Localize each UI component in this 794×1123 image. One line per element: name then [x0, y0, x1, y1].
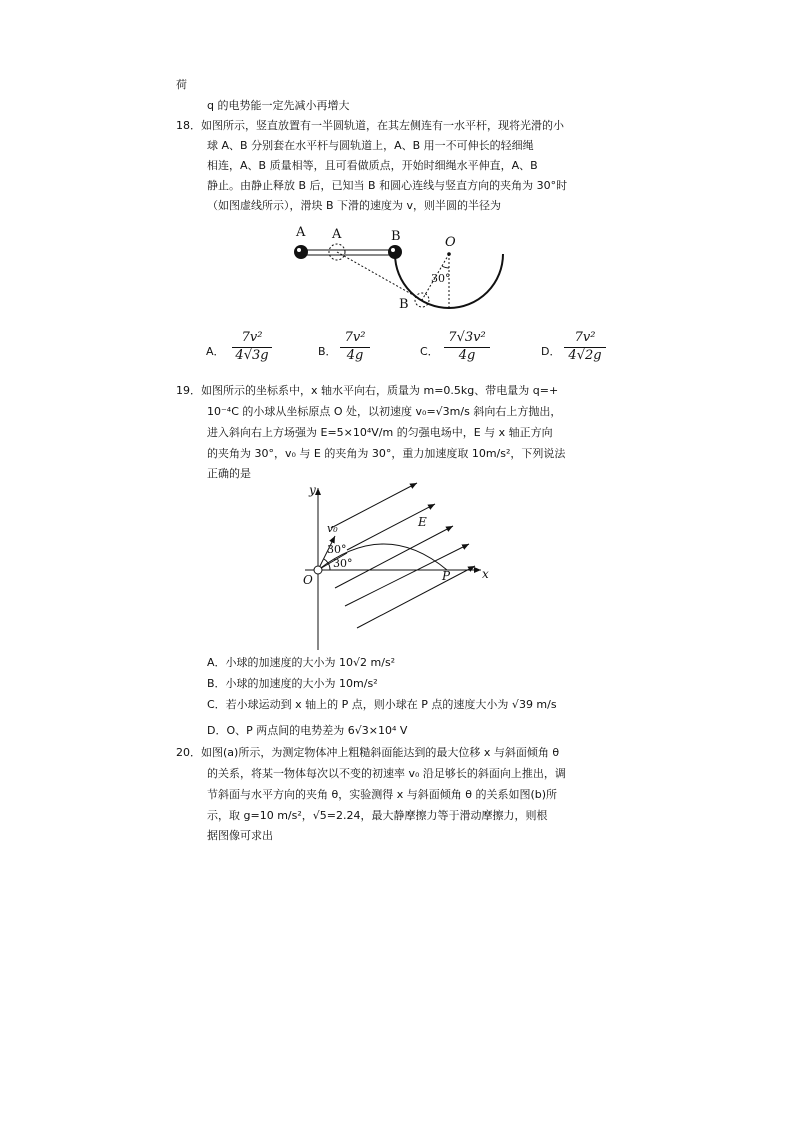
- q18-option-c-denominator: 4g: [458, 348, 476, 363]
- q19-option-b: B．小球的加速度的大小为 10m/s²: [207, 677, 378, 690]
- q18-figure: [285, 222, 515, 314]
- label-field-e: E: [418, 515, 427, 529]
- q18-option-d-numerator: 7v²: [564, 330, 606, 348]
- q18-option-b-letter: B．: [318, 345, 337, 358]
- q18-option-d-fraction: [564, 330, 606, 364]
- q20-line-2: 的关系，将某一物体每次以不变的初速率 v₀ 沿足够长的斜面向上推出，调: [207, 767, 566, 780]
- q18-option-c-numerator: 7√3v²: [444, 330, 490, 348]
- q18-option-a-numerator: 7v²: [232, 330, 272, 348]
- q18-option-b-denominator: 4g: [346, 348, 364, 363]
- q19-option-d: D．O、P 两点间的电势差为 6√3×10⁴ V: [207, 724, 408, 737]
- q20-line-3: 节斜面与水平方向的夹角 θ，实验测得 x 与斜面倾角 θ 的关系如图(b)所: [207, 788, 558, 801]
- q20-line-5: 据图像可求出: [207, 829, 273, 842]
- field-line-3: [335, 526, 453, 588]
- rope-dashed-line: [337, 252, 422, 300]
- q18-option-b-fraction: [340, 330, 370, 364]
- q18-option-a-letter: A．: [206, 345, 225, 358]
- q18-option-a-fraction: [232, 330, 272, 364]
- origin-ball: [314, 566, 322, 574]
- fragment-text: 荷: [176, 78, 187, 91]
- q19-line-4: 的夹角为 30°，v₀ 与 E 的夹角为 30°，重力加速度取 10m/s²，下列说法: [207, 447, 566, 460]
- q20-line-1: 20．如图(a)所示，为测定物体冲上粗糙斜面能达到的最大位移 x 与斜面倾角 θ: [176, 746, 560, 759]
- label-o: O: [445, 235, 456, 250]
- q19-option-a: A．小球的加速度的大小为 10√2 m/s²: [207, 656, 396, 669]
- field-line-1: [331, 483, 417, 528]
- q19-figure: [295, 478, 495, 650]
- label-b: B: [391, 229, 401, 244]
- angle-arc: [442, 266, 449, 268]
- q18-line-4: 静止。由静止释放 B 后，已知当 B 和圆心连线与竖直方向的夹角为 30°时: [207, 179, 568, 192]
- q18-line-1: 18．如图所示，竖直放置有一半圆轨道，在其左侧连有一水平杆，现将光滑的小: [176, 119, 564, 132]
- q18-line-2: 球 A、B 分别套在水平杆与圆轨道上，A、B 用一不可伸长的轻细绳: [207, 139, 534, 152]
- label-a-dashed: A: [332, 227, 342, 242]
- label-b-dashed: B: [399, 297, 409, 312]
- label-angle-upper: 30°: [327, 543, 347, 556]
- q19-line-1: 19．如图所示的坐标系中，x 轴水平向右，质量为 m=0.5kg、带电量为 q=+: [176, 384, 559, 397]
- label-angle-30: 30°: [431, 272, 451, 285]
- q19-option-c: C．若小球运动到 x 轴上的 P 点，则小球在 P 点的速度大小为 √39 m/s: [207, 698, 557, 711]
- q18-option-d-denominator: 4√2g: [568, 348, 602, 363]
- label-origin-o: O: [303, 573, 313, 587]
- label-y-axis: y: [309, 483, 316, 497]
- label-a: A: [296, 225, 306, 240]
- ball-a: [294, 245, 308, 259]
- ball-a-highlight: [297, 248, 301, 252]
- q18-option-d-letter: D．: [541, 345, 561, 358]
- q18-option-a-denominator: 4√3g: [235, 348, 269, 363]
- q19-line-5: 正确的是: [207, 467, 251, 480]
- q19-line-3: 进入斜向右上方场强为 E=5×10⁴V/m 的匀强电场中，E 与 x 轴正方向: [207, 426, 553, 439]
- q18-line-5: （如图虚线所示），滑块 B 下滑的速度为 v，则半圆的半径为: [207, 199, 502, 212]
- label-angle-lower: 30°: [333, 557, 353, 570]
- q18-option-c-letter: C．: [420, 345, 439, 358]
- q18-option-c-fraction: [444, 330, 490, 364]
- q18-option-b-numerator: 7v²: [340, 330, 370, 348]
- q17-tail-option: q 的电势能一定先减小再增大: [207, 99, 350, 112]
- angle-arc-2: [324, 559, 328, 563]
- label-point-p: P: [442, 569, 451, 583]
- q18-line-3: 相连，A、B 质量相等，且可看做质点，开始时细绳水平伸直，A、B: [207, 159, 538, 172]
- ball-b: [388, 245, 402, 259]
- field-line-5: [357, 566, 475, 628]
- ball-b-highlight: [391, 248, 395, 252]
- q19-line-2: 10⁻⁴C 的小球从坐标原点 O 处，以初速度 v₀=√3m/s 斜向右上方抛出，: [207, 405, 562, 418]
- label-v0: v₀: [327, 522, 338, 535]
- q20-line-4: 示，取 g=10 m/s²，√5=2.24，最大静摩擦力等于滑动摩擦力，则根: [207, 809, 548, 822]
- angle-arc-1: [328, 563, 330, 570]
- label-x-axis: x: [482, 567, 489, 581]
- field-line-4: [345, 544, 469, 606]
